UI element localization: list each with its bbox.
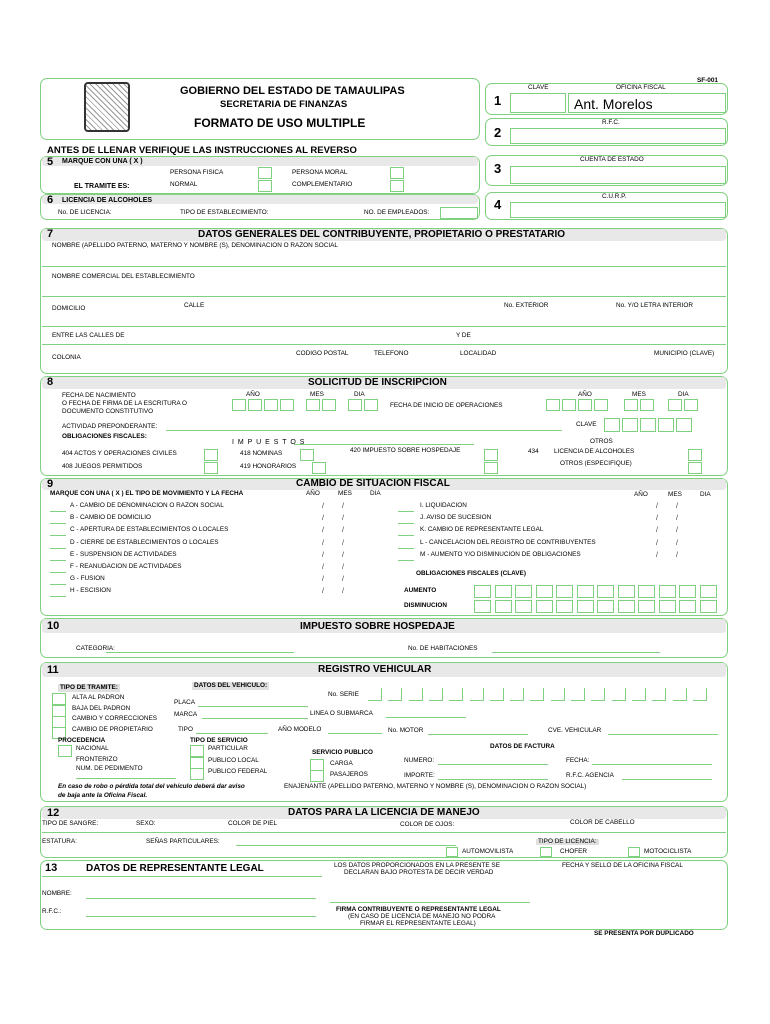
- serie-box[interactable]: [388, 688, 402, 701]
- declaracion-1: LOS DATOS PROPORCIONADOS EN LA PRESENTE SE: [334, 862, 500, 869]
- numero-label: NUMERO:: [404, 757, 435, 764]
- s9-left-item: F - REANUDACION DE ACTIVIDADES: [70, 563, 182, 570]
- ini-y3[interactable]: [578, 399, 592, 411]
- ini-d1[interactable]: [668, 399, 682, 411]
- documento-label: DOCUMENTO CONSTITUTIVO: [62, 408, 154, 415]
- s9-left-date-sep: //: [322, 503, 362, 510]
- otros-checkbox[interactable]: [688, 462, 702, 474]
- numero-line[interactable]: [438, 764, 548, 765]
- propietario-label: CAMBIO DE PROPIETARIO: [72, 726, 153, 733]
- habitaciones-label: No. DE HABITACIONES: [408, 645, 478, 652]
- section-9-title: CAMBIO DE SITUACION FISCAL: [296, 478, 450, 489]
- senas-line[interactable]: [236, 845, 456, 846]
- mes-label: MES: [310, 391, 324, 398]
- entre-calles-line[interactable]: [42, 344, 726, 345]
- linea-label: LINEA O SUBMARCA: [310, 710, 373, 717]
- telefono-label: TELEFONO: [374, 350, 409, 357]
- modelo-line[interactable]: [328, 733, 382, 734]
- s9-right-mark[interactable]: [398, 511, 414, 512]
- nac-m1[interactable]: [306, 399, 320, 411]
- act-c1[interactable]: [604, 418, 620, 432]
- otros-label: OTROS: [590, 438, 613, 445]
- normal-label: NORMAL: [170, 181, 198, 188]
- sangre-label: TIPO DE SANGRE:: [42, 820, 99, 827]
- persona-moral-label: PERSONA MORAL: [292, 169, 348, 176]
- inicio-anio-label: AÑO: [578, 391, 592, 398]
- act-c2[interactable]: [622, 418, 638, 432]
- motor-label: No. MOTOR: [388, 727, 424, 734]
- rep-nombre-line[interactable]: [86, 898, 316, 899]
- datos-vehiculo-label: DATOS DEL VEHICULO:: [194, 682, 268, 689]
- actividad-label: ACTIVIDAD PREPONDERANTE:: [62, 423, 158, 430]
- s9-oblig-box[interactable]: [474, 600, 491, 613]
- r434-checkbox[interactable]: [688, 449, 702, 461]
- impuestos-label: I M P U E S T O S: [232, 439, 306, 446]
- s9-right-mark[interactable]: [398, 535, 414, 536]
- ini-y4[interactable]: [594, 399, 608, 411]
- placa-line[interactable]: [198, 706, 308, 707]
- auto-checkbox[interactable]: [446, 847, 458, 857]
- section-5-title: MARQUE CON UNA ( X ): [62, 158, 143, 165]
- inicio-dia-label: DIA: [678, 391, 689, 398]
- exterior-label: No. EXTERIOR: [504, 302, 549, 309]
- s9-left-item: H - ESCISION: [70, 587, 111, 595]
- s9-left-item: G - FUSION: [70, 575, 105, 583]
- inicio-label: FECHA DE INICIO DE OPERACIONES: [390, 402, 503, 409]
- firma-line[interactable]: [330, 902, 530, 903]
- section-7-number: 7: [47, 228, 54, 240]
- s9-left-item: C - APERTURA DE ESTABLECIMIENTOS O LOCALES: [70, 526, 229, 534]
- serie-box[interactable]: [490, 688, 504, 701]
- s9-left-mark[interactable]: [50, 523, 66, 524]
- tipo-licencia-label: TIPO DE LICENCIA:: [538, 838, 597, 845]
- aumento-label: AUMENTO: [404, 587, 437, 594]
- s9-oblig-box[interactable]: [700, 585, 717, 598]
- declaracion-2: DECLARAN BAJO PROTESTA DE DECIR VERDAD: [344, 869, 494, 876]
- s9-oblig-box[interactable]: [700, 600, 717, 613]
- publico-federal-label: PUBLICO FEDERAL: [208, 768, 268, 775]
- firma-label-1: FIRMA CONTRIBUYENTE O REPRESENTANTE LEGAL: [336, 906, 501, 913]
- act-c3[interactable]: [640, 418, 656, 432]
- nac-y2[interactable]: [248, 399, 262, 411]
- curp-input[interactable]: [510, 202, 726, 218]
- s9-right-mark[interactable]: [398, 560, 414, 561]
- interior-label: No. Y/O LETRA INTERIOR: [616, 302, 693, 309]
- oficina-value: Ant. Morelos: [574, 96, 653, 112]
- alta-checkbox[interactable]: [52, 693, 66, 705]
- section-6-title: LICENCIA DE ALCOHOLES: [62, 197, 153, 204]
- s9-oblig-box[interactable]: [495, 600, 512, 613]
- particular-checkbox[interactable]: [190, 745, 204, 757]
- s9-left-mark[interactable]: [50, 548, 66, 549]
- s9-oblig-box[interactable]: [597, 585, 614, 598]
- r-blank-checkbox[interactable]: [484, 462, 498, 474]
- box-4-number: 4: [494, 197, 502, 212]
- cuenta-input[interactable]: [510, 166, 726, 184]
- importe-line[interactable]: [438, 779, 548, 780]
- s9-oblig-box[interactable]: [597, 600, 614, 613]
- s9-right-date-sep: //: [656, 503, 696, 510]
- fronterizo-label: FRONTERIZO: [76, 756, 118, 763]
- s9-right-date-sep: //: [656, 515, 696, 523]
- section-11-number: 11: [47, 664, 59, 676]
- s9-oblig-box[interactable]: [638, 600, 655, 613]
- s9-left-mark[interactable]: [50, 560, 66, 561]
- sexo-label: SEXO:: [136, 820, 156, 827]
- habitaciones-line[interactable]: [492, 652, 660, 653]
- serie-box[interactable]: [368, 688, 382, 701]
- r434-label: 434: [528, 448, 539, 455]
- serie-box[interactable]: [470, 688, 484, 701]
- form-code: SF-001: [697, 77, 718, 84]
- robo-note-1: En caso de robo o pérdida total del vehículo deberá dar aviso: [58, 783, 245, 790]
- s13-sep: [42, 876, 322, 877]
- fecha-line[interactable]: [592, 764, 712, 765]
- r419-checkbox[interactable]: [312, 462, 326, 474]
- disminucion-label: DISMINUCION: [404, 602, 447, 609]
- pedimento-label: NUM. DE PEDIMENTO: [76, 765, 143, 772]
- section-11-title: REGISTRO VEHICULAR: [318, 664, 432, 675]
- normal-checkbox[interactable]: [258, 180, 272, 192]
- r418-label: 418 NOMINAS: [240, 450, 283, 457]
- dia-label: DIA: [354, 391, 365, 398]
- ini-m1[interactable]: [624, 399, 638, 411]
- serie-box[interactable]: [551, 688, 565, 701]
- s9-left-date-sep: //: [322, 527, 362, 535]
- serie-box[interactable]: [612, 688, 626, 701]
- calle-label: CALLE: [184, 302, 205, 309]
- particular-label: PARTICULAR: [208, 745, 248, 752]
- state-seal-logo: [84, 82, 130, 132]
- s9-right-item: J. AVISO DE SUCESION: [420, 514, 492, 522]
- s9-left-mark[interactable]: [50, 596, 66, 597]
- s9-right-date-sep: //: [656, 539, 696, 547]
- cve-line[interactable]: [608, 734, 718, 735]
- cuenta-label: CUENTA DE ESTADO: [580, 156, 644, 163]
- marque-movimiento-label: MARQUE CON UNA ( X ) EL TIPO DE MOVIMIENTO Y LA FECHA: [50, 490, 244, 497]
- section-5-number: 5: [47, 156, 54, 168]
- r408-checkbox[interactable]: [204, 462, 218, 474]
- serie-box[interactable]: [429, 688, 443, 701]
- ini-y1[interactable]: [546, 399, 560, 411]
- r408-label: 408 JUEGOS PERMITIDOS: [62, 463, 143, 470]
- section-6-number: 6: [47, 194, 54, 206]
- curp-label: C.U.R.P.: [602, 193, 627, 200]
- nacional-label: NACIONAL: [76, 745, 109, 752]
- s9-right-item: K. CAMBIO DE REPRESENTANTE LEGAL: [420, 526, 544, 534]
- r420-label: 420 IMPUESTO SOBRE HOSPEDAJE: [350, 447, 461, 454]
- s9-oblig-box[interactable]: [577, 585, 594, 598]
- s9-oblig-box[interactable]: [515, 585, 532, 598]
- tipo-tramite-label: TIPO DE TRAMITE:: [60, 684, 118, 691]
- section-13-number: 13: [45, 862, 58, 874]
- s9-left-item: B - CAMBIO DE DOMICILIO: [70, 514, 151, 522]
- colonia-label: COLONIA: [52, 354, 81, 361]
- importe-label: IMPORTE:: [404, 772, 435, 779]
- firma-label-3: FIRMAR EL REPRESENTANTE LEGAL): [360, 920, 476, 927]
- s9-left-item: D - CIERRE DE ESTABLECIMIENTOS O LOCALES: [70, 538, 219, 546]
- gov-title: GOBIERNO DEL ESTADO DE TAMAULIPAS: [180, 85, 405, 97]
- r418-checkbox[interactable]: [300, 449, 314, 461]
- municipio-label: MUNICIPIO (CLAVE): [654, 350, 715, 357]
- s9-left-date-sep: //: [322, 551, 362, 559]
- s9-oblig-box[interactable]: [679, 600, 696, 613]
- s9-left-date-sep: //: [322, 564, 362, 571]
- nombre-label: NOMBRE (APELLIDO PATERNO, MATERNO Y NOMBRE (S), DENOMINACION O RAZON SOCIAL: [52, 242, 338, 249]
- duplicado-note: SE PRESENTA POR DUPLICADO: [594, 930, 694, 937]
- sello-label: FECHA Y SELLO DE LA OFICINA FISCAL: [562, 862, 683, 869]
- domicilio-label: DOMICILIO: [52, 305, 86, 312]
- moto-checkbox[interactable]: [628, 847, 640, 857]
- nac-d2[interactable]: [364, 399, 378, 411]
- s9-left-date-sep: //: [322, 588, 362, 596]
- pasajeros-checkbox[interactable]: [310, 770, 324, 782]
- complementario-checkbox[interactable]: [390, 180, 404, 192]
- clave-label: CLAVE: [528, 84, 549, 91]
- categoria-line[interactable]: [106, 652, 294, 653]
- s9-left-mark[interactable]: [50, 535, 66, 536]
- serie-box[interactable]: [632, 688, 646, 701]
- s9-right-mark[interactable]: [398, 548, 414, 549]
- persona-fisica-checkbox[interactable]: [258, 167, 272, 179]
- act-c4[interactable]: [658, 418, 674, 432]
- tipo-line[interactable]: [196, 733, 268, 734]
- firma-label-2: (EN CASO DE LICENCIA DE MANEJO NO PODRA: [348, 913, 496, 920]
- nac-m2[interactable]: [322, 399, 336, 411]
- s9-anio-left: AÑO: [306, 490, 320, 497]
- s9-mes-right: MES: [668, 491, 682, 498]
- nac-d1[interactable]: [348, 399, 362, 411]
- section-10-number: 10: [47, 620, 60, 632]
- linea-line[interactable]: [386, 717, 466, 718]
- tramite-label: EL TRAMITE ES:: [74, 183, 130, 190]
- act-c5[interactable]: [676, 418, 692, 432]
- s9-oblig-box[interactable]: [659, 600, 676, 613]
- s9-right-date-sep: //: [656, 551, 696, 559]
- tipo-establecimiento-label: TIPO DE ESTABLECIMIENTO:: [180, 209, 269, 216]
- s9-left-date-sep: //: [322, 515, 362, 523]
- rfc-input[interactable]: [510, 128, 726, 144]
- s9-oblig-box[interactable]: [618, 585, 635, 598]
- s9-oblig-box[interactable]: [536, 585, 553, 598]
- automovilista-label: AUTOMOVILISTA: [462, 848, 514, 855]
- datos-factura-label: DATOS DE FACTURA: [490, 743, 555, 750]
- rfc-label: R.F.C.: [602, 119, 620, 126]
- s9-left-mark[interactable]: [50, 511, 66, 512]
- rep-rfc-line[interactable]: [86, 916, 316, 917]
- s9-mes-left: MES: [338, 490, 352, 497]
- cabello-label: COLOR DE CABELLO: [570, 819, 635, 826]
- nac-y4[interactable]: [280, 399, 294, 411]
- serie-box[interactable]: [571, 688, 585, 701]
- publico-local-label: PUBLICO LOCAL: [208, 757, 259, 764]
- comercial-label: NOMBRE COMERCIAL DEL ESTABLECIMIENTO: [52, 273, 195, 280]
- r404-label: 404 ACTOS Y OPERACIONES CIVILES: [62, 450, 177, 457]
- nac-y1[interactable]: [232, 399, 246, 411]
- s9-dia-left: DIA: [370, 490, 381, 497]
- s9-right-item: L - CANCELACION DEL REGISTRO DE CONTRIBUYENTES: [420, 538, 596, 546]
- chofer-checkbox[interactable]: [540, 847, 552, 857]
- serie-box[interactable]: [591, 688, 605, 701]
- serie-box[interactable]: [409, 688, 423, 701]
- ini-d2[interactable]: [684, 399, 698, 411]
- chofer-label: CHOFER: [560, 848, 587, 855]
- section-8-title: SOLICITUD DE INSCRIPCION: [308, 377, 447, 388]
- s9-right-mark[interactable]: [398, 523, 414, 524]
- motor-line[interactable]: [428, 734, 528, 735]
- s12-line: [42, 832, 726, 833]
- pedimento-line[interactable]: [76, 778, 176, 779]
- r404-checkbox[interactable]: [204, 449, 218, 461]
- pasajeros-label: PASAJEROS: [330, 771, 368, 778]
- servicio-publico-label: SERVICIO PUBLICO: [312, 749, 373, 756]
- cambio-label: CAMBIO Y CORRECCIONES: [72, 715, 157, 722]
- section-13-title: DATOS DE REPRESENTANTE LEGAL: [86, 863, 264, 874]
- s9-right-date-sep: //: [656, 527, 696, 535]
- form-title: FORMATO DE USO MULTIPLE: [194, 116, 366, 130]
- s9-left-date-sep: //: [322, 576, 362, 584]
- s9-oblig-box[interactable]: [577, 600, 594, 613]
- baja-label: BAJA DEL PADRON: [72, 705, 131, 712]
- marca-label: MARCA: [174, 711, 198, 718]
- marca-line[interactable]: [202, 718, 308, 719]
- factura-fecha-label: FECHA:: [566, 757, 590, 764]
- s9-oblig-box[interactable]: [495, 585, 512, 598]
- s9-oblig-box[interactable]: [536, 600, 553, 613]
- cve-vehicular-label: CVE. VEHICULAR: [548, 727, 602, 734]
- comercial-line[interactable]: [42, 296, 726, 297]
- procedencia-label: PROCEDENCIA: [58, 737, 106, 744]
- r420-checkbox[interactable]: [484, 449, 498, 461]
- s9-oblig-box[interactable]: [638, 585, 655, 598]
- alta-label: ALTA AL PADRON: [72, 694, 125, 701]
- categoria-label: CATEGORIA:: [76, 645, 115, 652]
- s9-oblig-box[interactable]: [515, 600, 532, 613]
- s9-oblig-box[interactable]: [556, 600, 573, 613]
- rep-rfc-label: R.F.C.:: [42, 908, 62, 915]
- oficina-label: OFICINA FISCAL: [616, 84, 666, 91]
- anio-label: AÑO: [246, 391, 260, 398]
- fecha-nac-label: FECHA DE NACIMIENTO: [62, 392, 136, 399]
- section-7-title: DATOS GENERALES DEL CONTRIBUYENTE, PROPIETARIO O PRESTATARIO: [198, 229, 566, 240]
- s9-anio-right: AÑO: [634, 491, 648, 498]
- y-de-label: Y DE: [456, 332, 471, 339]
- empleados-label: NO. DE EMPLEADOS:: [364, 209, 430, 216]
- s9-oblig-box[interactable]: [618, 600, 635, 613]
- inicio-mes-label: MES: [632, 391, 646, 398]
- s9-oblig-box[interactable]: [474, 585, 491, 598]
- serie-box[interactable]: [510, 688, 524, 701]
- s9-left-date-sep: //: [322, 539, 362, 547]
- s9-dia-right: DIA: [700, 491, 711, 498]
- box-3-number: 3: [494, 161, 502, 176]
- agencia-label: R.F.C. AGENCIA: [566, 772, 614, 779]
- s9-oblig-box[interactable]: [659, 585, 676, 598]
- tipo-label: TIPO: [178, 726, 193, 733]
- ini-y2[interactable]: [562, 399, 576, 411]
- fecha-firma-label: O FECHA DE FIRMA DE LA ESCRITURA O: [62, 400, 187, 407]
- licencia-label: No. DE LICENCIA:: [58, 209, 112, 216]
- actividad-line[interactable]: [166, 430, 562, 431]
- piel-label: COLOR DE PIEL: [228, 820, 278, 827]
- persona-fisica-label: PERSONA FISICA: [170, 169, 224, 176]
- ojos-label: COLOR DE OJOS:: [400, 821, 455, 828]
- sec-title: SECRETARIA DE FINANZAS: [220, 99, 348, 110]
- s9-oblig-box[interactable]: [556, 585, 573, 598]
- complementario-label: COMPLEMENTARIO: [292, 181, 353, 188]
- publico-federal-checkbox[interactable]: [190, 768, 204, 780]
- nac-y3[interactable]: [264, 399, 278, 411]
- otros-especifique-label: OTROS (ESPECIFIQUE): [560, 460, 632, 467]
- placa-label: PLACA: [174, 699, 195, 706]
- section-12-number: 12: [47, 807, 60, 819]
- s9-obligaciones-label: OBLIGACIONES FISCALES (CLAVE): [416, 570, 526, 577]
- enajenante-label: ENAJENANTE (APELLIDO PATERNO, MATERNO Y NOMBRE (S), DENOMINACION O RAZON SOCIAL): [284, 783, 587, 790]
- serie-box[interactable]: [530, 688, 544, 701]
- box-1-number: 1: [494, 93, 502, 108]
- agencia-line[interactable]: [622, 779, 712, 780]
- s9-right-item: M - AUMENTO Y/O DISMINUCION DE OBLIGACIONES: [420, 550, 581, 558]
- s9-left-item: E - SUSPENSION DE ACTIVIDADES: [70, 550, 177, 558]
- s9-left-mark[interactable]: [50, 584, 66, 585]
- serie-box[interactable]: [693, 688, 707, 701]
- cp-label: CODIGO POSTAL: [296, 350, 349, 357]
- estatura-label: ESTATURA:: [42, 838, 77, 845]
- robo-note-2: de baja ante la Oficina Fiscal.: [58, 792, 148, 799]
- s9-left-item: A - CAMBIO DE DENOMINACION O RAZON SOCIAL: [70, 502, 224, 509]
- carga-label: CARGA: [330, 760, 353, 767]
- serie-box[interactable]: [652, 688, 666, 701]
- warning: ANTES DE LLENAR VERIFIQUE LAS INSTRUCCIONES AL REVERSO: [47, 145, 357, 156]
- rep-nombre-label: NOMBRE:: [42, 890, 72, 897]
- nombre-line[interactable]: [42, 266, 726, 267]
- persona-moral-checkbox[interactable]: [390, 167, 404, 179]
- nacional-checkbox[interactable]: [58, 745, 72, 757]
- empleados-input[interactable]: [440, 207, 478, 219]
- obligaciones-label: OBLIGACIONES FISCALES:: [62, 433, 147, 440]
- tipo-servicio-label: TIPO DE SERVICIO: [190, 737, 248, 744]
- clave-input[interactable]: [510, 93, 566, 113]
- r419-label: 419 HONORARIOS: [240, 463, 297, 470]
- section-10-title: IMPUESTO SOBRE HOSPEDAJE: [300, 621, 455, 632]
- box-2-number: 2: [494, 125, 502, 140]
- motociclista-label: MOTOCICLISTA: [644, 848, 692, 855]
- licencia-alcoholes-label: LICENCIA DE ALCOHOLES: [554, 448, 635, 455]
- serie-label: No. SERIE: [328, 691, 359, 698]
- entre-calles-label: ENTRE LAS CALLES DE: [52, 332, 125, 339]
- s9-left-mark[interactable]: [50, 572, 66, 573]
- modelo-label: AÑO MODELO: [278, 726, 322, 733]
- impuestos-line: [294, 444, 474, 445]
- section-8-number: 8: [47, 376, 54, 388]
- localidad-label: LOCALIDAD: [460, 350, 497, 357]
- s9-oblig-box[interactable]: [679, 585, 696, 598]
- section-12-title: DATOS PARA LA LICENCIA DE MANEJO: [288, 807, 480, 818]
- senas-label: SEÑAS PARTICULARES:: [146, 838, 220, 845]
- domicilio-line[interactable]: [42, 326, 726, 327]
- serie-box[interactable]: [673, 688, 687, 701]
- ini-m2[interactable]: [640, 399, 654, 411]
- serie-box[interactable]: [449, 688, 463, 701]
- s9-right-item: I. LIQUIDACION: [420, 502, 467, 509]
- section-9-number: 9: [47, 478, 54, 490]
- clave-act-label: CLAVE: [576, 421, 597, 428]
